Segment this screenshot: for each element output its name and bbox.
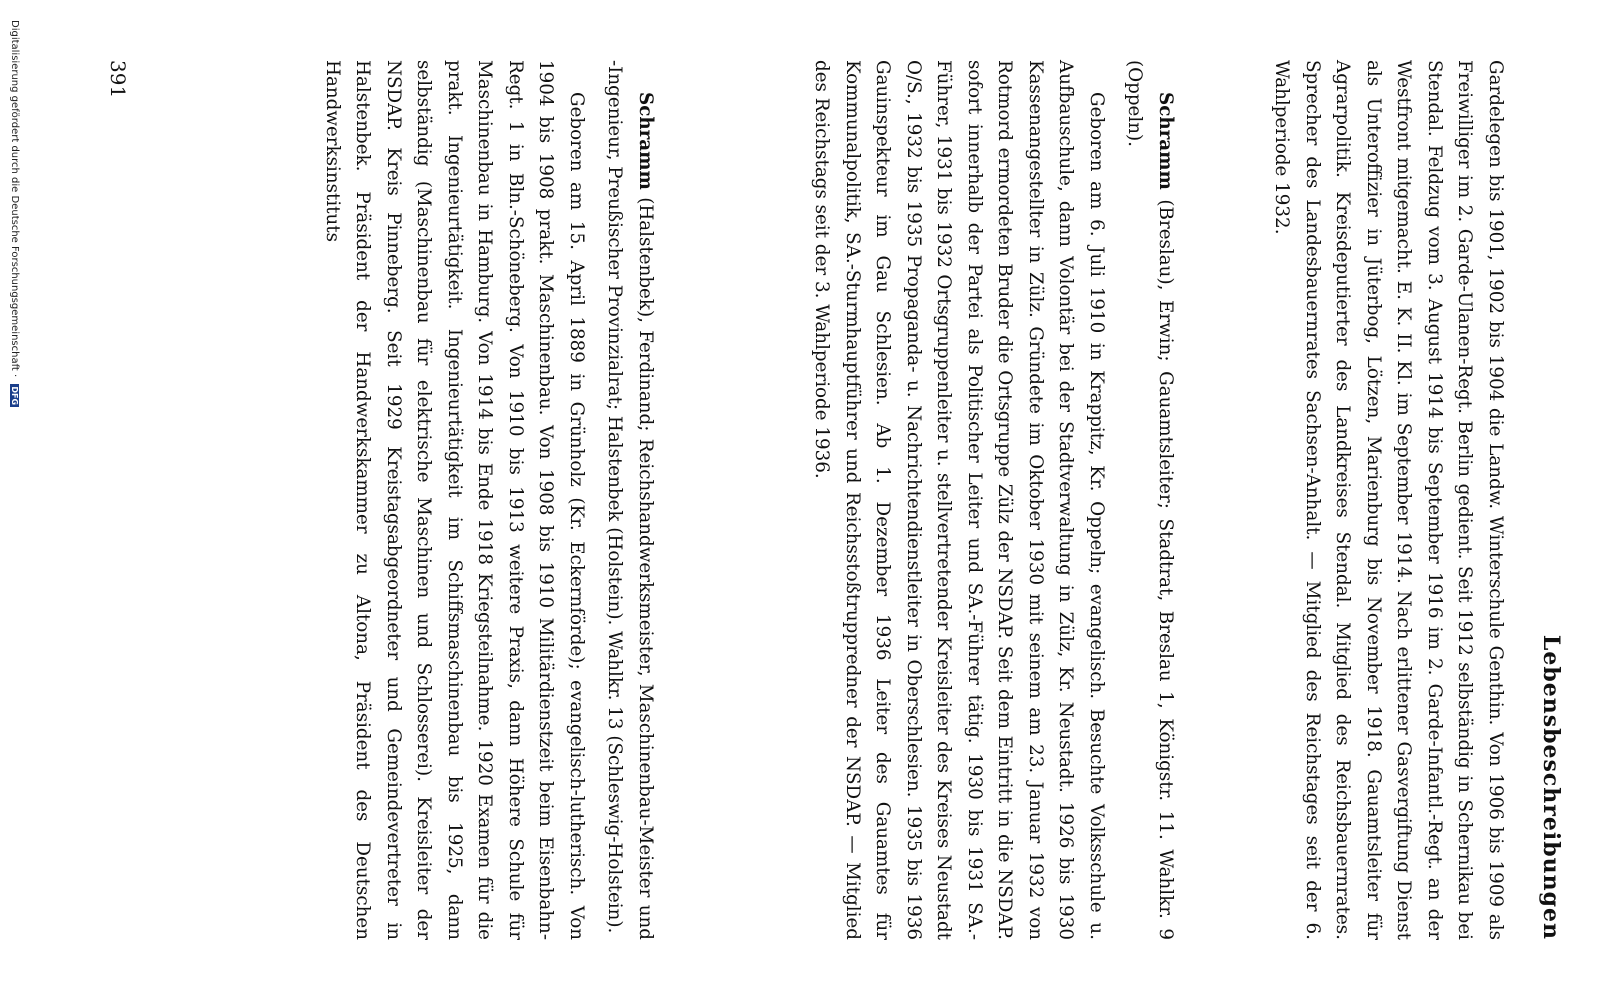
digitization-credit [0,0,30,1000]
entry-schramm-breslau [798,60,1180,940]
entry-name: Schramm [1155,92,1176,190]
entry-heading [1119,60,1180,940]
credit-text: Digitalisierung gefördert durch die Deutsche Forschungsgemeinschaft · [9,20,20,378]
entry-heading-text: (Breslau), Erwin; Gauamtsleiter; Stadtrat, Breslau 1, Königstr. 11. Wahlkr. 9 (Oppeln). [1124,60,1176,941]
entry-heading [599,60,660,940]
entry-heading-text: (Halstenbek), Ferdinand; Reichshandwerksmeister, Maschinenbau-Meister und -Ingenieur, Preußischer Provinzialrat; Halstenbek (Holstein). Wahlkr. 13 (Schleswig-Holstein). [604,60,656,941]
entry-continuation [1258,60,1510,940]
page-number: 391 [106,60,130,99]
entry-body: Geboren am 15. April 1889 in Grünholz (Kr. Eckernförde); evangelisch-lutherisch. Von 1904 bis 1908 prakt. Maschinenbau. Von 1908 bis 1910 Militärdienstzeit beim Eisenbahn-Regt. 1 in Bln.-Schöneberg. Von 1910 bis 1913 weitere Praxis, dann Höhere Schule für Maschinenbau in Hamburg. Von 1914 bis Ende 1918 Kriegsteilnahme. 1920 Examen für die prakt. Ingenieurtätigkeit. Ingenieurtätigkeit im Schiffsmaschinenbau bis 1925, dann selbständig (Maschinenbau für elektrische Maschinen und Schlosserei). Kreisleiter der NSDAP. Kreis Pinneberg. Seit 1929 Kreistagsabgeordneter und Gemeindevertreter in Halstenbek. Präsident der Handwerkskammer zu Altona, Präsident des Deutschen Handwerksinstituts [322,60,587,940]
entry-schramm-halstenbek [309,60,661,940]
entry-name: Schramm [635,92,656,190]
entry-body: Geboren am 6. Juli 1910 in Krappitz, Kr. Oppeln; evangelisch. Besuchte Volksschule u. Aufbauschule, dann Volontär bei der Stadtverwaltung in Zülz, Kr. Neustadt. 1926 bis 1930 Kassenangestellter in Zülz. Gründete im Oktober 1930 mit seinem am 23. Januar 1932 von Rotmord ermordeten Bruder die Ortsgruppe Zülz der NSDAP. Seit dem Eintritt in die NSDAP. sofort innerhalb der Partei als Politischer Leiter und SA.-Führer tätig. 1930 bis 1931 SA.-Führer, 1931 bis 1932 Ortsgruppenleiter u. stellvertretender Kreisleiter des Kreises Neustadt O/S., 1932 bis 1935 Propaganda- u. Nachrichtendienstleiter in Oberschlesien. 1935 bis 1936 Gauinspekteur im Gau Schlesien. Ab 1. Dezember 1936 Leiter des Gauamtes für Kommunalpolitik, SA.-Sturmhauptführer und Reichsstoßtruppredner der NSDAP. — Mitglied des Reichstags seit der 3. Wahlperiode 1936. [811,60,1107,940]
continuation-paragraph: Gardelegen bis 1901, 1902 bis 1904 die Landw. Winterschule Genthin. Von 1906 bis 1909 als Freiwilliger im 2. Garde-Ulanen-Regt. Berlin gedient. Seit 1912 selbständig in Schernikau bei Stendal. Feldzug vom 3. August 1914 bis September 1916 im 2. Garde-Infantl.-Regt. an der Westfront mitgemacht. E. K. II. Kl. im September 1914. Nach erlittener Gasvergiftung Dienst als Unteroffizier in Jüterbog, Lötzen, Marienburg bis November 1918. Gauamtsleiter für Agrarpolitik. Kreisdeputierter des Landkreises Stendal. Mitglied des Reichsbauernrates. Sprecher des Landesbauernrates Sachsen-Anhalt. — Mitglied des Reichstages seit der 6. Wahlperiode 1932. [1271,60,1506,940]
page-title: Lebensbeschreibungen [1538,634,1564,940]
page-header [1530,60,1570,940]
dfg-logo: DFG [10,386,19,406]
